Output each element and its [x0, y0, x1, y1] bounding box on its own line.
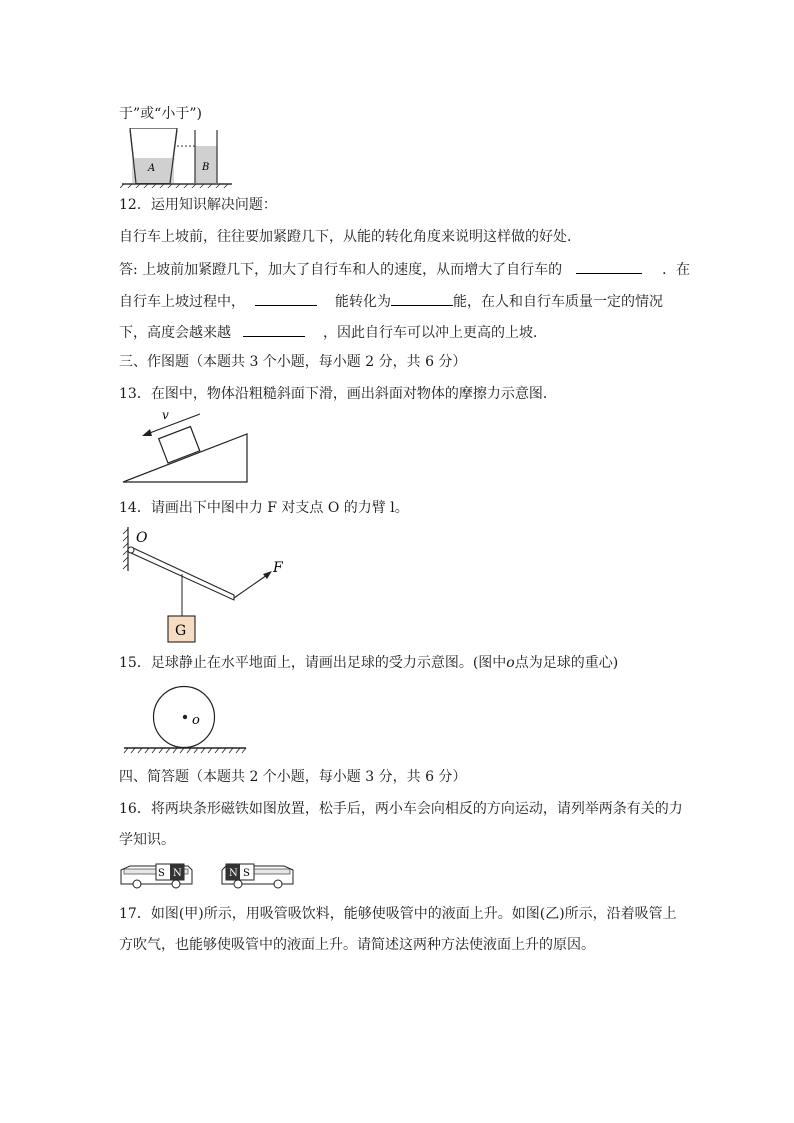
- label-o: O: [136, 530, 148, 546]
- cart2-n: N: [229, 868, 238, 879]
- q14-text: 14．请画出下中图中力 F 对支点 O 的力臂 l。: [119, 500, 409, 516]
- q12-ans-a: 答: 上坡前加紧蹬几下，加大了自行车和人的速度，从而增大了自行车的: [119, 262, 563, 278]
- label-o2: o: [192, 713, 200, 728]
- q12-ans-e: 能，在人和自行车质量一定的情况: [453, 294, 663, 310]
- magnet-carts-figure: [118, 858, 298, 890]
- cart1-s: S: [158, 868, 165, 879]
- label-f: F: [273, 560, 283, 576]
- continued-text: 于”或“小于”): [119, 106, 202, 122]
- q12-ans-b: ．在: [662, 262, 691, 278]
- ball-figure: [122, 684, 250, 756]
- blank-4[interactable]: [243, 322, 305, 337]
- q17-line2: 方吹气，也能够使吸管中的液面上升。请简述这两种方法使液面上升的原因。: [119, 937, 595, 953]
- q12-ans-f: 下，高度会越来越: [119, 325, 231, 341]
- q12-answer-line1: [119, 259, 690, 279]
- q12-ans-c: 自行车上坡过程中，: [119, 294, 245, 310]
- cart2-s: S: [243, 868, 250, 879]
- label-b: B: [202, 162, 210, 173]
- q12-answer-line3: [119, 322, 547, 342]
- q15-text-b: 点为足球的重心): [514, 655, 619, 671]
- q12-title: 12．运用知识解决问题：: [119, 197, 277, 213]
- q15-o: o: [506, 655, 515, 671]
- label-g: G: [175, 623, 187, 639]
- lever-figure: [120, 525, 295, 645]
- cart1-n: N: [173, 868, 182, 879]
- section-3-title: 三、作图题（本题共 3 个小题，每小题 2 分，共 6 分）: [119, 354, 467, 370]
- label-a: A: [148, 163, 156, 174]
- blank-3[interactable]: [391, 291, 453, 306]
- q12-answer-line2: [119, 291, 663, 311]
- incline-figure: [120, 405, 255, 485]
- q12-stem: 自行车上坡前，往往要加紧蹬几下，从能的转化角度来说明这样做的好处．: [119, 229, 581, 245]
- section-4-title: 四、简答题（本题共 2 个小题，每小题 3 分，共 6 分）: [119, 769, 467, 785]
- q15-text-a: 15．足球静止在水平地面上，请画出足球的受力示意图。(图中: [119, 655, 507, 671]
- label-v: v: [162, 408, 169, 422]
- container-figure: [120, 128, 240, 188]
- q16-line2: 学知识。: [119, 832, 175, 848]
- q16-line1: 16．将两块条形磁铁如图放置，松手后，两小车会向相反的方向运动，请列举两条有关的力: [119, 801, 683, 817]
- q12-ans-g: ，因此自行车可以冲上更高的上坡．: [323, 325, 547, 341]
- q15-text: [119, 654, 618, 672]
- q12-ans-d: 能转化为: [335, 294, 391, 310]
- blank-1[interactable]: [576, 259, 642, 274]
- q13-text: 13．在图中，物体沿粗糙斜面下滑，画出斜面对物体的摩擦力示意图．: [119, 386, 557, 402]
- blank-2[interactable]: [255, 291, 317, 306]
- q17-line1: 17．如图(甲)所示，用吸管吸饮料，能够使吸管中的液面上升。如图(乙)所示，沿着吸管上: [119, 906, 677, 922]
